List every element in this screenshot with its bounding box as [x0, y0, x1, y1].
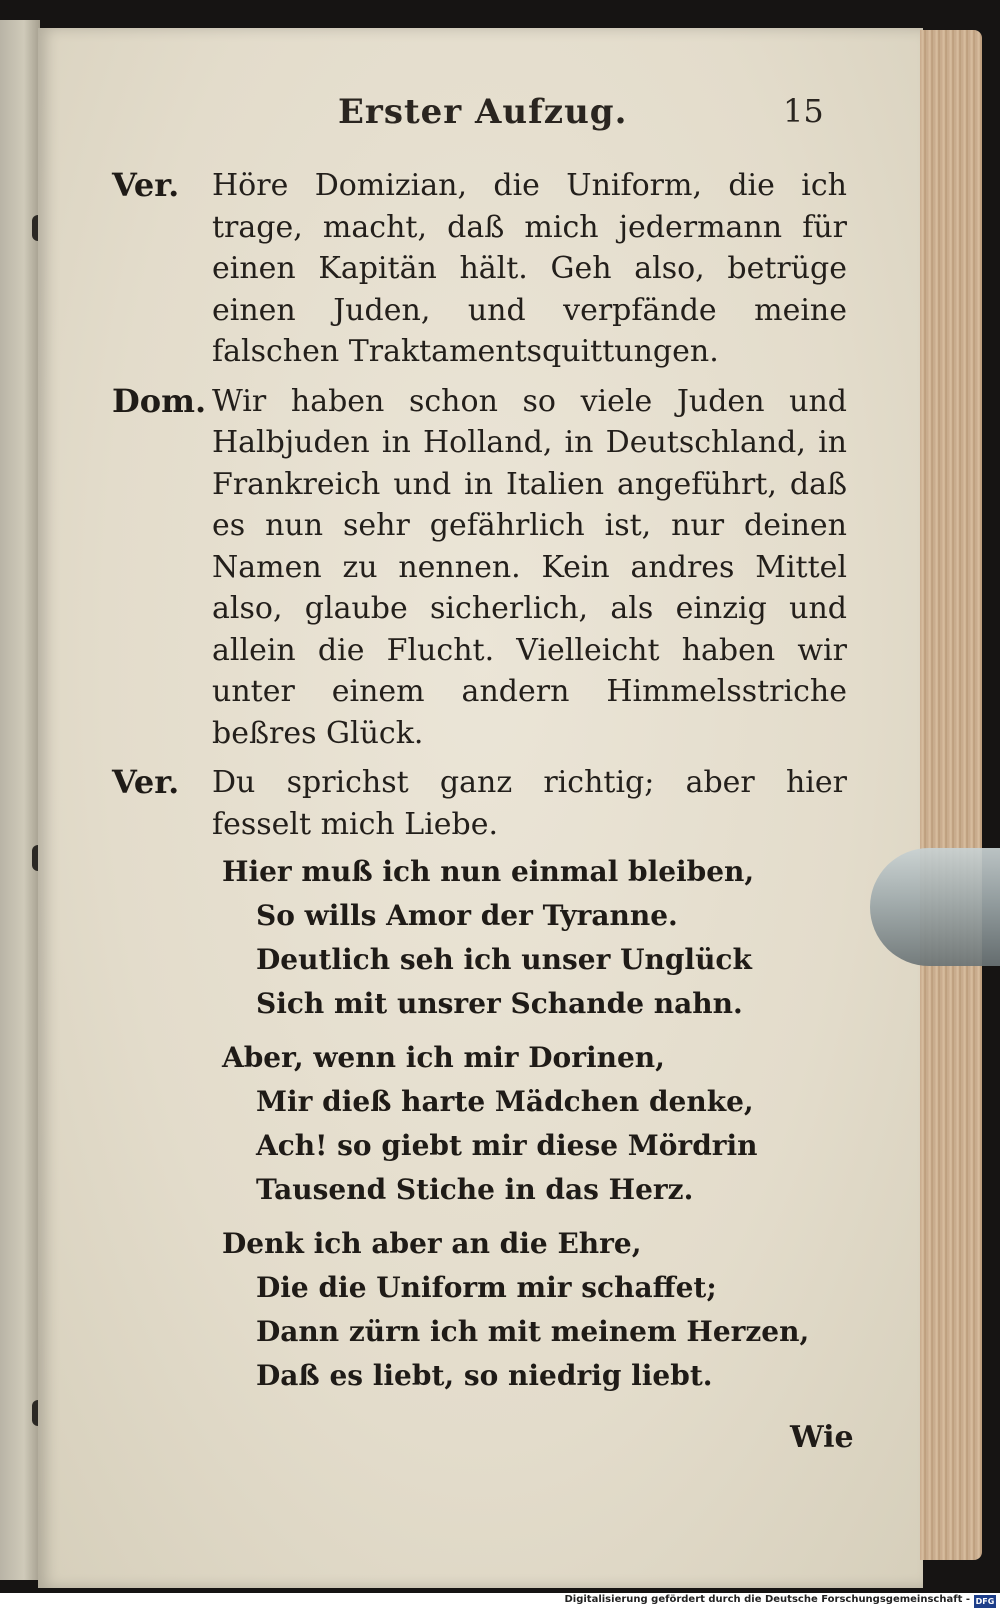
- verse-line: Die die Uniform mir schaffet;: [256, 1271, 717, 1304]
- footer-credit: Digitalisierung gefördert durch die Deutsche Forschungsgemeinschaft -: [564, 1594, 970, 1605]
- verse-line: Sich mit unsrer Schande nahn.: [256, 987, 743, 1020]
- verse-line: Aber, wenn ich mir Dorinen,: [222, 1041, 665, 1074]
- stanza-3: [222, 1222, 809, 1398]
- verse-line: Ach! so giebt mir diese Mördrin: [256, 1129, 758, 1162]
- running-title: Erster Aufzug.: [338, 92, 628, 132]
- stanza-2: [222, 1036, 809, 1212]
- dialogue-block: [112, 165, 847, 853]
- verse-line: Dann zürn ich mit meinem Herzen,: [256, 1315, 810, 1348]
- verse-line: Deutlich seh ich unser Unglück: [256, 943, 752, 976]
- page-number: 15: [783, 92, 824, 130]
- verse-line: Mir dieß harte Mädchen denke,: [256, 1085, 754, 1118]
- left-page-edge: [0, 20, 40, 1580]
- verse-line: Hier muß ich nun einmal bleiben,: [222, 855, 755, 888]
- verse-line: Denk ich aber an die Ehre,: [222, 1227, 642, 1260]
- speech-text: Du sprichst ganz richtig; aber hier fesselt mich Liebe.: [212, 765, 847, 842]
- speaker-label: Ver.: [112, 763, 180, 801]
- song-verses: [222, 850, 809, 1408]
- speech-3: [112, 762, 847, 845]
- verse-line: Tausend Stiche in das Herz.: [256, 1173, 694, 1206]
- digitization-footer: [0, 1593, 1000, 1611]
- speech-text: Höre Domizian, die Uniform, die ich trage, macht, daß mich jedermann für einen Kapitän hält. Geh also, betrüge einen Juden, und verpfände meine falschen Traktamentsquittungen.: [212, 168, 847, 369]
- verse-line: So wills Amor der Tyranne.: [256, 899, 678, 932]
- page-stack-edge: [920, 30, 982, 1560]
- stanza-1: [222, 850, 809, 1026]
- speech-2: [112, 381, 847, 755]
- page-clip: [870, 848, 1000, 966]
- dfg-logo: DFG: [975, 1597, 995, 1606]
- speech-1: [112, 165, 847, 373]
- page-header: [38, 92, 923, 142]
- speech-text: Wir haben schon so viele Juden und Halbjuden in Holland, in Deutschland, in Frankreich und in Italien angeführt, daß es nun sehr gefährlich ist, nur deinen Namen zu nennen. Kein andres Mittel also, glaube sicherlich, als einzig und allein die Flucht. Vielleicht haben wir unter einem andern Himmelsstriche beßres Glück.: [212, 383, 847, 751]
- verse-line: Daß es liebt, so niedrig liebt.: [256, 1359, 713, 1392]
- speaker-label: Dom.: [112, 381, 207, 420]
- speaker-label: Ver.: [112, 166, 180, 204]
- catchword: Wie: [790, 1420, 854, 1455]
